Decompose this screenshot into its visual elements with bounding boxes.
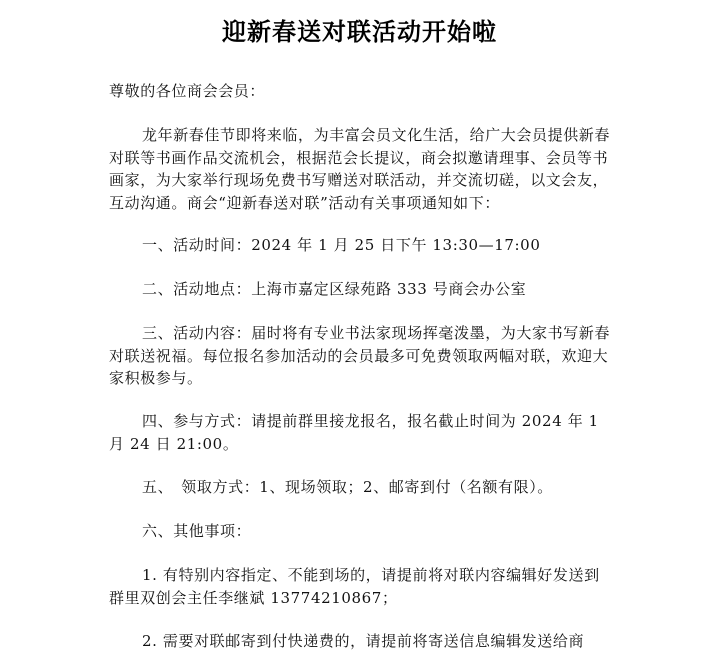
item-pickup: 五、 领取方式：1、现场领取；2、邮寄到付（名额有限）。	[142, 478, 553, 496]
item-time: 一、活动时间：2024 年 1 月 25 日下午 13:30—17:00	[142, 236, 541, 254]
item-participation: 四、参与方式：请提前群里接龙报名，报名截止时间为 2024 年 1 月 24 日 21:00。	[109, 412, 599, 453]
item-location: 二、活动地点：上海市嘉定区绿苑路 333 号商会办公室	[142, 280, 527, 298]
salutation: 尊敬的各位商会会员：	[109, 82, 266, 100]
item-content: 三、活动内容：届时将有专业书法家现场挥毫泼墨，为大家书写新春对联送祝福。每位报名参加活动的会员最多可免费领取两幅对联，欢迎大家积极参与。	[109, 324, 611, 387]
note-2: 2. 需要对联邮寄到付快递费的，请提前将寄送信息编辑发送给商	[142, 632, 585, 650]
note-1: 1. 有特别内容指定、不能到场的，请提前将对联内容编辑好发送到群里双创会主任李继斌 13774210867；	[109, 566, 600, 607]
document-title: 迎新春送对联活动开始啦	[222, 18, 497, 46]
item-other: 六、其他事项：	[142, 522, 252, 540]
intro-paragraph: 龙年新春佳节即将来临，为丰富会员文化生活，给广大会员提供新春对联等书画作品交流机会，根据范会长提议，商会拟邀请理事、会员等书画家，为大家举行现场免费书写赠送对联活动，并交流切磋，以文会友，互动沟通。商会“迎新春送对联”活动有关事项通知如下：	[109, 126, 611, 212]
